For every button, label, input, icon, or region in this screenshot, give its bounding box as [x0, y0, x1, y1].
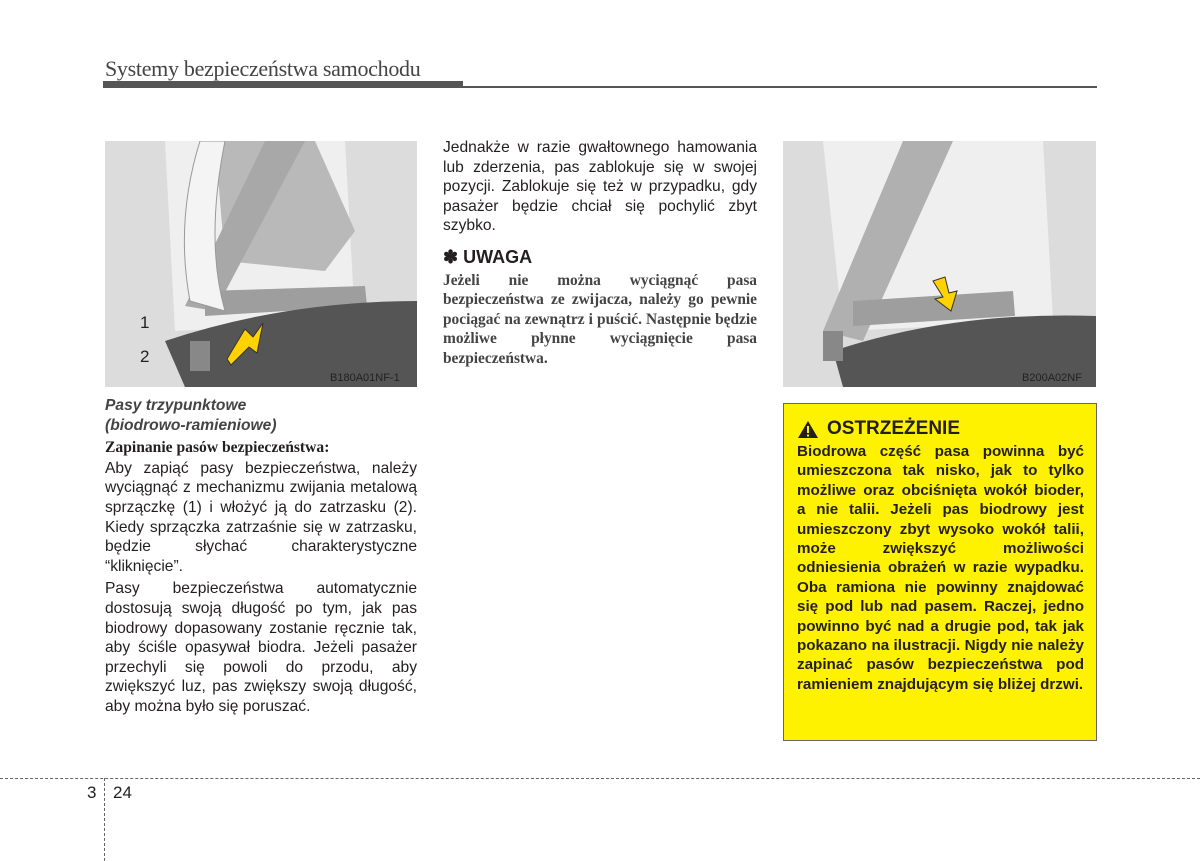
figure-code: B180A01NF-1 — [330, 372, 400, 384]
warning-text: Biodrowa część pasa powinna być umieszczona tak nisko, jak to tylko możliwe oraz obciśnięta wokół bioder, a nie talii. Jeżeli pas biodrowy jest umieszczony zbyt wysoko wokół talii, może zwiększyć możliwości odniesienia obrażeń w razie wypadku. Oba ramiona nie powinny znajdować się pod lub nad pasem. Raczej, jedno powinno być nad a drugie pod, tak jak pokazano na ilustracji. Nigdy nie należy zapinać pasów bezpieczeństwa pod ramieniem znajdującym się bliżej drzwi. — [797, 443, 1084, 693]
left-column — [105, 396, 417, 720]
footer-vertical-divider — [104, 778, 105, 861]
header-rule-thin — [463, 86, 1097, 88]
warning-box — [783, 403, 1097, 741]
figure-code: B200A02NF — [1022, 372, 1082, 384]
note-text: Jeżeli nie można wyciągnąć pasa bezpieczeństwa ze zwijacza, należy go pewnie pociągać na zewnątrz i puścić. Następnie będzie możliwe płynne wyciągnięcie pasa bezpieczeństwa. — [443, 271, 757, 367]
page-number: 24 — [113, 783, 132, 802]
section-subtitle: Pasy trzypunktowe (biodrowo-ramieniowe) — [105, 397, 277, 434]
page-header-title: Systemy bezpieczeństwa samochodu — [105, 56, 421, 81]
callout-2: 2 — [140, 347, 150, 366]
paragraph: Jednakże w razie gwałtownego hamowania lub zderzenia, pas zablokuje się w swojej pozycji. Zablokuje się też w przypadku, gdy pasażer będzie chciał się pochylić zbyt szybko. — [443, 139, 757, 235]
header-rule-thick — [103, 81, 463, 88]
chapter-number: 3 — [87, 783, 97, 802]
callout-1: 1 — [140, 313, 150, 332]
footer-divider — [0, 778, 1200, 779]
middle-column — [443, 138, 757, 372]
illustration-fastening-belt — [105, 141, 417, 387]
note-title: ✽ UWAGA — [443, 246, 533, 267]
illustration-belt-position — [783, 141, 1096, 387]
warning-triangle-icon — [797, 420, 819, 439]
paragraph: Pasy bezpieczeństwa automatycznie dostosują swoją długość po tym, jak pas biodrowy dopasowany zostanie ręcznie tak, aby ściśle opasywał biodra. Jeżeli pasażer przechyli się powoli do przodu, aby zwiększyć luz, pas zwiększy swoją długość, aby można było się poruszać. — [105, 580, 417, 715]
section-heading: Zapinanie pasów bezpieczeństwa: — [105, 439, 330, 457]
warning-title: OSTRZEŻENIE — [827, 418, 961, 439]
paragraph: Aby zapiąć pasy bezpieczeństwa, należy wyciągnąć z mechanizmu zwijania metalową sprzączkę (1) i włożyć ją do zatrzasku (2). Kiedy sprzączka zatrzaśnie się w zatrzasku, będzie słychać charakterystyczne “kliknięcie”. — [105, 459, 417, 575]
